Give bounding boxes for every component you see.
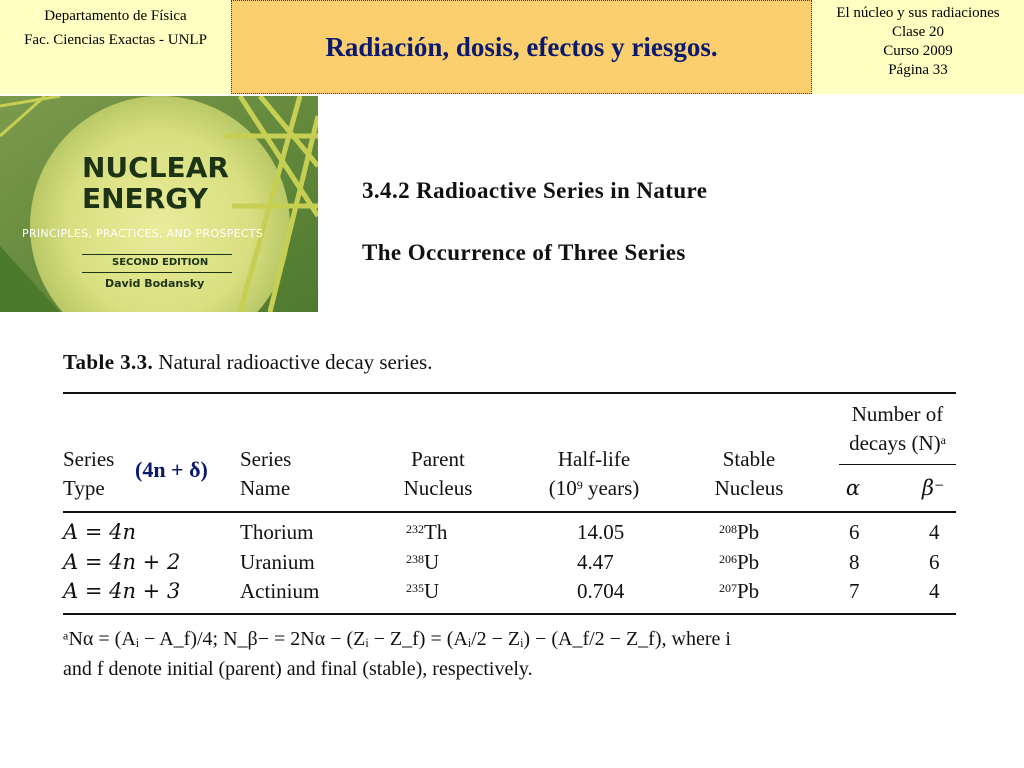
cell-series-type: A = 4n + 2 [63,550,181,574]
table-caption [63,350,432,375]
cell-half-life: 0.704 [577,579,625,603]
decays-underline [839,464,956,465]
cell-stable: $^{207}$Pb [719,579,760,603]
cover-author: David Bodansky [105,277,205,290]
header-half-life: Half-life ($10^9$ years) [548,447,640,500]
cover-edition: SECOND EDITION [112,257,209,268]
subsection-heading: The Occurrence of Three Series [362,240,686,265]
footnote-line2: and f denote initial (parent) and final (stable), respectively. [63,658,533,680]
table-bottom-rule [63,613,956,615]
page-number: Página 33 [888,62,948,78]
cell-stable: $^{208}$Pb [719,520,760,544]
cell-alpha: 8 [849,550,860,574]
slide-title-box [231,0,812,94]
footnote-line1: ᵃNα = (Aᵢ − A_f)/4; N_β− = 2Nα − (Zᵢ − Z_f) = (Aᵢ/2 − Zᵢ) − (A_f/2 − Z_f), where i [63,628,731,650]
book-cover-image [0,96,318,312]
header-decays: Number of decays $(N)^a$ [849,402,946,455]
cell-half-life: 14.05 [577,520,625,544]
table-top-rule [63,392,956,394]
cover-divider [82,272,232,273]
faculty-label: Fac. Ciencias Exactas - UNLP [24,32,207,48]
table-header-rule [63,511,956,513]
class-number: Clase 20 [891,24,945,40]
cover-title-line2: ENERGY [82,182,208,215]
cell-alpha: 6 [849,520,860,544]
department-label: Departamento de Física [44,8,187,24]
header-series-type: Series Type [63,447,115,500]
course-year: Curso 2009 [883,43,953,59]
cell-half-life: 4.47 [577,550,614,574]
cell-beta: 4 [929,579,940,603]
header-beta: β− [921,476,945,500]
cell-series-name: Uranium [240,550,315,574]
cell-series-type: A = 4n + 3 [63,579,181,603]
cell-series-name: Thorium [240,520,314,544]
cell-beta: 4 [929,520,940,544]
header-series-name: Series Name [240,447,292,500]
cell-series-name: Actinium [240,579,320,603]
cover-subtitle: PRINCIPLES, PRACTICES, AND PROSPECTS [22,227,264,240]
cell-alpha: 7 [849,579,860,603]
cell-stable: $^{206}$Pb [719,550,760,574]
cell-parent: $^{238}$U [406,550,440,574]
header-stable-nucleus: Stable Nucleus [714,447,784,500]
header-right-info [812,0,1024,94]
cover-title-line1: NUCLEAR [82,151,229,184]
cover-divider [82,254,232,255]
cell-parent: $^{235}$U [406,579,440,603]
course-topic: El núcleo y sus radiaciones [836,5,1000,21]
cell-parent: $^{232}$Th [406,520,448,544]
table-footnote [63,624,731,684]
slide-title: Radiación, dosis, efectos y riesgos. [325,31,718,62]
series-formula-highlight: (4n + δ) [135,457,208,482]
cell-series-type: A = 4n [63,520,136,544]
table-caption-text: Natural radioactive decay series. [158,350,433,374]
header-parent-nucleus: Parent Nucleus [403,447,473,500]
cell-beta: 6 [929,550,940,574]
table-caption-label: Table 3.3. [63,350,154,374]
header-left-info [0,0,231,94]
section-heading: 3.4.2 Radioactive Series in Nature [362,178,708,203]
header-alpha: α [845,476,861,500]
